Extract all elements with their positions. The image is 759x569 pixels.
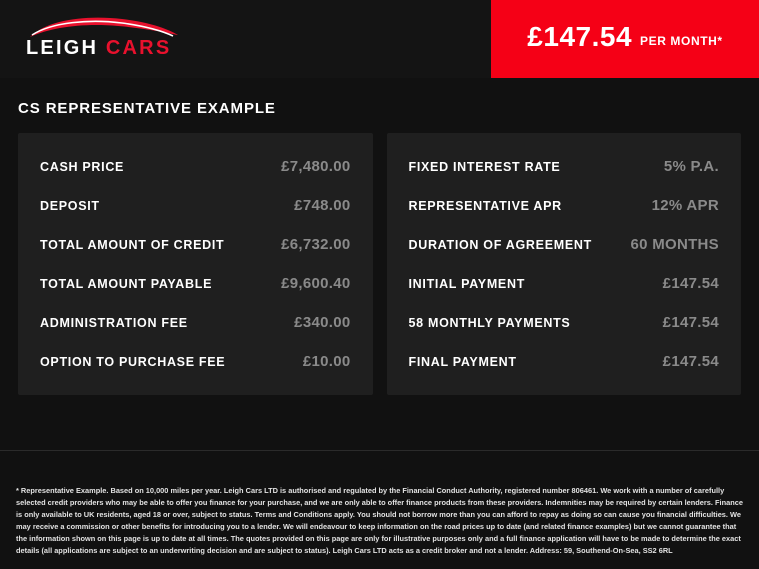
row-value: £340.00 [294,314,351,331]
page-header [0,0,759,78]
row-label: DURATION OF AGREEMENT [408,238,592,252]
row-value: 12% APR [651,197,719,214]
page-title: CS REPRESENTATIVE EXAMPLE [18,100,276,117]
row-label: TOTAL AMOUNT OF CREDIT [40,238,225,252]
monthly-price-banner [491,0,759,78]
table-row [387,303,742,342]
row-label: FIXED INTEREST RATE [408,160,561,174]
table-row [387,147,742,186]
table-row [387,225,742,264]
price-amount: £147.54 [527,21,633,52]
row-label: TOTAL AMOUNT PAYABLE [40,277,213,291]
table-row [18,186,373,225]
divider [0,450,759,451]
row-value: £9,600.40 [281,275,351,292]
disclaimer-text: * Representative Example. Based on 10,000 miles per year. Leigh Cars LTD is authorised and regulated by the Financial Conduct Authority, registered number 806461. We work with a number of carefully selected credit providers who may be able to offer you finance for your purchase, and we are only able to offer finance products from these providers. Indemnities may be required by certain lenders. Finance is only available to UK residents, aged 18 or over, subject to status. Terms and Conditions apply. You should not borrow more than you can afford to repay as doing so can cause you financial difficulties. We may receive a commission or other benefits for introducing you to a lender. We will endeavour to keep information on the road prices up to date (and related finance examples) but we cannot guarantee that the information shown on this page is up to date at all times. The quotes provided on this page are only for illustrative purposes only and a full finance application will have to be made to determine the exact details (all applications are subject to an underwriting decision and are subject to status). Leigh Cars LTD acts as a credit broker and not a lender. Address: 59, Southend-On-Sea, SS2 6RL [16,486,743,556]
left-panel [18,133,373,395]
table-row [18,342,373,381]
row-value: £748.00 [294,197,351,214]
row-label: CASH PRICE [40,160,125,174]
table-row [387,186,742,225]
row-value: 5% P.A. [663,158,719,175]
row-value: £147.54 [662,353,719,370]
row-value: £7,480.00 [281,158,351,175]
logo[interactable] [18,11,188,67]
row-label: OPTION TO PURCHASE FEE [40,355,226,369]
table-row [387,264,742,303]
right-panel [387,133,742,395]
row-label: REPRESENTATIVE APR [408,199,562,213]
row-label: ADMINISTRATION FEE [40,316,188,330]
table-row [387,342,742,381]
price-period: PER MONTH* [640,34,723,48]
row-label: 58 MONTHLY PAYMENTS [408,316,571,330]
row-value: 60 MONTHS [630,236,719,253]
row-label: FINAL PAYMENT [408,355,517,369]
row-value: £147.54 [662,314,719,331]
table-row [18,264,373,303]
row-label: INITIAL PAYMENT [408,277,526,291]
table-row [18,225,373,264]
row-value: £147.54 [662,275,719,292]
row-value: £6,732.00 [281,236,351,253]
table-row [18,303,373,342]
logo-wordmark [26,37,171,60]
row-value: £10.00 [302,353,351,370]
row-label: DEPOSIT [40,199,100,213]
logo-word-cars: CARS [105,37,172,59]
logo-word-leigh: LEIGH [26,37,99,59]
finance-panels [0,133,759,395]
brand-logo-area[interactable] [0,0,491,78]
table-row [18,147,373,186]
